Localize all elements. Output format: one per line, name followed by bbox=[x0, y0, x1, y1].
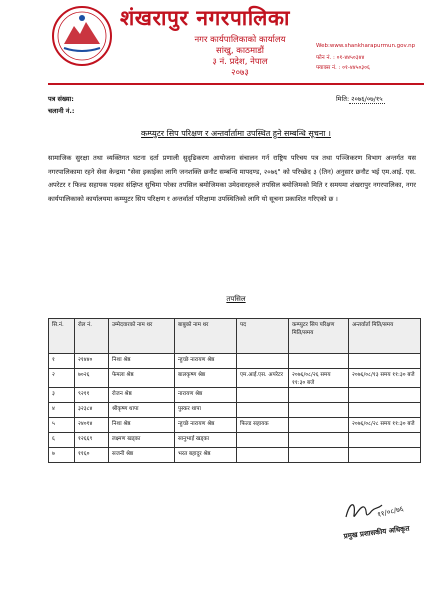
cell-computer-test: २०७६/०८/२६ समय ११:३० बजे bbox=[289, 369, 349, 388]
nepal-emblem-logo bbox=[50, 4, 114, 68]
cell-roll: ११६० bbox=[75, 448, 109, 463]
cell-sn: ६ bbox=[49, 433, 75, 448]
table-row bbox=[49, 369, 421, 388]
cell-post: एम.आई.एस. अपरेटर bbox=[237, 369, 289, 388]
chalani-number-label: चलानी नं.: bbox=[48, 107, 75, 115]
cell-sn: ५ bbox=[49, 418, 75, 433]
cell-post bbox=[237, 448, 289, 463]
cell-father: भरत बहादुर श्रेष्ठ bbox=[175, 448, 237, 463]
official-stamp: प्रमुख प्रशासकीय अधिकृत bbox=[343, 524, 410, 541]
notice-body: सामाजिक सुरक्षा तथा व्यक्तिगत घटना दर्ता प्रणाली सुदृढिकरण आयोजना संचालन गर्न राष्ट्रिय परिचय पत्र तथा पञ्जिकरण विभाग अन्तर्गत यस नगरपालिकामा रहने सेवा केन्द्रमा "सेवा इकाईका लागि जनशक्ति छनौट सम्बन्धि मापदण्ड, २०७६" को परिच्छेद ३ (तिन) अनुसार छनौट भई एम.आई. एस. अपरेटर र फिल्ड सहायक पदका संक्षिप्त सुचिमा परेका तपसिल बमोजिमका उमेदवारहरुले तपसिल बमोजिमको मिति र समयमा शंखरापुर नगरपालिका, नगर कार्यपालिकाको कार्यालयमा कम्प्युटर सिप परिक्षण र अन्तर्वार्ता परिक्षामा उपस्थितिको लागि यो सूचना प्रकाशित गरिएको छ । bbox=[48, 154, 416, 203]
table-caption-text: तपसिल bbox=[226, 295, 246, 303]
cell-interview bbox=[349, 354, 421, 369]
date-value: २०७६/०७/१५ bbox=[351, 95, 383, 103]
cell-computer-test bbox=[289, 418, 349, 433]
cell-post bbox=[237, 354, 289, 369]
cell-post bbox=[237, 403, 289, 418]
table-row bbox=[49, 433, 421, 448]
cell-father: बालकृष्ण श्रेष्ठ bbox=[175, 369, 237, 388]
cell-computer-test bbox=[289, 403, 349, 418]
cell-roll: ९२११ bbox=[75, 388, 109, 403]
date-line bbox=[336, 94, 385, 103]
cell-sn: ४ bbox=[49, 403, 75, 418]
cell-candidate: लक्ष्मण खड्का bbox=[109, 433, 175, 448]
cell-father: न्हुच्छे नारायण श्रेष्ठ bbox=[175, 418, 237, 433]
cell-roll: १२६६९ bbox=[75, 433, 109, 448]
cell-interview: २०७६/०८/२८ समय ११:३० बजे bbox=[349, 418, 421, 433]
office-province: ३ नं. प्रदेश, नेपाल bbox=[212, 57, 268, 67]
cell-father: पुस्कर थापा bbox=[175, 403, 237, 418]
cell-roll: ७०२६ bbox=[75, 369, 109, 388]
table-caption bbox=[48, 295, 424, 304]
notice-heading-text: कम्प्युटर सिप परिक्षण र अन्तर्वार्तामा उपस्थित हुने सम्बन्धि सूचना । bbox=[141, 129, 331, 138]
cell-interview bbox=[349, 388, 421, 403]
cell-interview bbox=[349, 448, 421, 463]
cell-interview bbox=[349, 403, 421, 418]
cell-candidate: निशा श्रेष्ठ bbox=[109, 354, 175, 369]
candidate-table bbox=[48, 318, 421, 463]
cell-candidate: फेमला श्रेष्ठ bbox=[109, 369, 175, 388]
office-year: २०७३ bbox=[231, 68, 249, 78]
header-interview: अन्तर्वार्ता मिति/समय bbox=[349, 319, 421, 354]
table-row bbox=[49, 418, 421, 433]
office-place: सांखु, काठमाडौं bbox=[215, 46, 264, 56]
header-sn: सि.नं. bbox=[49, 319, 75, 354]
cell-candidate: निशा श्रेष्ठ bbox=[109, 418, 175, 433]
website-link[interactable]: Web:www.shankharapurmun.gov.np bbox=[316, 43, 416, 49]
cell-roll: २१४४० bbox=[75, 354, 109, 369]
cell-father: नारायण श्रेष्ठ bbox=[175, 388, 237, 403]
svg-text:११/०८/७६: ११/०८/७६ bbox=[376, 504, 405, 519]
cell-candidate: श्रीकृष्ण थापा bbox=[109, 403, 175, 418]
table-header-row bbox=[49, 319, 421, 354]
cell-sn: १ bbox=[49, 354, 75, 369]
cell-roll: २४०१४ bbox=[75, 418, 109, 433]
cell-sn: २ bbox=[49, 369, 75, 388]
notice-heading bbox=[48, 128, 424, 139]
table-row bbox=[49, 354, 421, 369]
header-computer-test: कम्प्युटर सिप परिक्षण मिति/समय bbox=[289, 319, 349, 354]
cell-candidate: सजनी श्रेष्ठ bbox=[109, 448, 175, 463]
cell-computer-test bbox=[289, 448, 349, 463]
cell-computer-test bbox=[289, 388, 349, 403]
cell-sn: ३ bbox=[49, 388, 75, 403]
cell-father: न्हुच्छे नारायण श्रेष्ठ bbox=[175, 354, 237, 369]
cell-candidate: रोजन श्रेष्ठ bbox=[109, 388, 175, 403]
cell-father: सानुभाई खड्का bbox=[175, 433, 237, 448]
cell-sn: ७ bbox=[49, 448, 75, 463]
date-label: मिति: bbox=[336, 95, 350, 103]
phone-number: फोन नं. : ०१-४४५०३४४ bbox=[316, 55, 365, 61]
cell-computer-test bbox=[289, 354, 349, 369]
header-father: बाबुको नाम थर bbox=[175, 319, 237, 354]
table-row bbox=[49, 403, 421, 418]
table-row bbox=[49, 388, 421, 403]
cell-computer-test bbox=[289, 433, 349, 448]
patra-sankhya-label: पत्र संख्या: bbox=[48, 95, 74, 103]
cell-post: फिल्ड सहायक bbox=[237, 418, 289, 433]
cell-post bbox=[237, 388, 289, 403]
cell-interview: २०७६/०८/१३ समय ११:३० बजे bbox=[349, 369, 421, 388]
letterhead-divider bbox=[48, 83, 424, 85]
municipality-title: शंखरापुर नगरपालिका bbox=[120, 6, 290, 30]
table-row bbox=[49, 448, 421, 463]
header-candidate: उम्मेदवारको नाम थर bbox=[109, 319, 175, 354]
office-name: नगर कार्यपालिकाको कार्यालय bbox=[194, 35, 286, 45]
header-post: पद bbox=[237, 319, 289, 354]
fax-number: फ्याक्स नं. : ०१-४४५०३०६ bbox=[316, 65, 370, 71]
cell-post bbox=[237, 433, 289, 448]
cell-interview bbox=[349, 433, 421, 448]
signature-mark bbox=[342, 495, 412, 525]
cell-roll: ३२३८४ bbox=[75, 403, 109, 418]
header-roll: रोल नं. bbox=[75, 319, 109, 354]
